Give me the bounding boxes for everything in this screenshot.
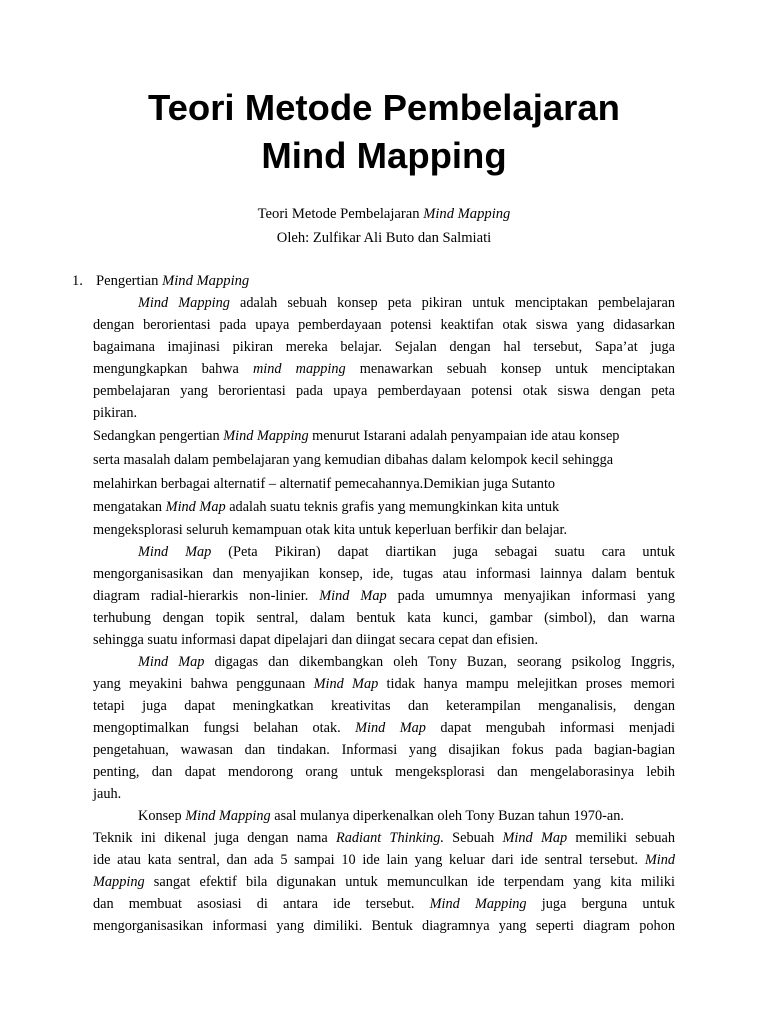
paragraph-line [93, 337, 675, 357]
text-run: tetapi juga dapat meningkatkan kreativitas dan keterampilan menganalisis, dengan [93, 698, 675, 714]
paragraph-line [93, 403, 675, 423]
text-run: juga berguna untuk [526, 896, 675, 912]
paragraph-line [93, 520, 675, 540]
paragraph-line [93, 381, 675, 401]
text-run: dengan berorientasi pada upaya pemberdayaan potensi keaktifan otak siswa yang didasarkan [93, 317, 675, 333]
paragraph-line [93, 586, 675, 606]
text-run: bagaimana imajinasi pikiran mereka belajar. Sejalan dengan hal tersebut, Sapa’at juga [93, 339, 675, 355]
italic-term: Mind Mapping [185, 808, 271, 824]
paragraph-line [93, 426, 675, 446]
text-run: Sedangkan pengertian [93, 428, 224, 444]
text-run: pembelajaran yang berorientasi pada upaya pemberdayaan potensi otak siswa dengan peta [93, 383, 675, 399]
text-run: menawarkan sebuah konsep untuk menciptakan [345, 361, 675, 377]
italic-term: Mind Map [165, 499, 226, 515]
paragraph-line [93, 564, 675, 584]
text-run: asal mulanya diperkenalkan oleh Tony Buzan tahun 1970-an. [270, 808, 624, 824]
text-run: jauh. [93, 786, 122, 802]
text-run: terhubung dengan topik sentral, dalam bentuk kata kunci, gambar (simbol), dan warna [93, 610, 675, 626]
text-run: mengorganisasikan informasi yang dimiliki. Bentuk diagramnya yang seperti diagram pohon [93, 918, 675, 934]
italic-term: Mind Map [138, 544, 212, 560]
subtitle-italic: Mind Mapping [423, 206, 511, 222]
paragraph-line [93, 894, 675, 914]
paragraph-line [138, 293, 675, 313]
paragraph-line [93, 828, 675, 848]
paragraph-line [93, 630, 675, 650]
paragraph-line [93, 718, 675, 738]
text-run: sangat efektif bila digunakan untuk memunculkan ide terpendam yang kita miliki [144, 874, 675, 890]
text-run: diagram radial-hierarkis non-linier. [93, 588, 320, 604]
paragraph-line [93, 315, 675, 335]
title-line-1: Teori Metode Pembelajaran [148, 87, 620, 128]
text-run: mengoptimalkan fungsi belahan otak. [93, 720, 356, 736]
text-run: (Peta Pikiran) dapat diartikan juga sebagai suatu cara untuk [211, 544, 675, 560]
text-run: tidak hanya mampu melejitkan proses memori [378, 676, 675, 692]
paragraph-line [93, 450, 675, 470]
text-run: Sebuah [443, 830, 503, 846]
section-label-italic: Mind Mapping [162, 273, 250, 289]
paragraph-line [93, 474, 675, 494]
text-run: sehingga suatu informasi dapat dipelajari dan diingat secara cepat dan efisien. [93, 632, 539, 648]
italic-term: Mind Map [502, 830, 568, 846]
subtitle-prefix: Teori Metode Pembelajaran [257, 206, 424, 222]
text-run: digagas dan dikembangkan oleh Tony Buzan, seorang psikolog Inggris, [204, 654, 676, 670]
title-line-2: Mind Mapping [261, 135, 507, 176]
paragraph-line [93, 608, 675, 628]
text-run: mengatakan [93, 499, 166, 515]
text-run: mengeksplorasi seluruh kemampuan otak kita untuk keperluan berfikir dan belajar. [93, 522, 568, 538]
italic-term: Mind Mapping [223, 428, 309, 444]
subtitle [0, 204, 768, 224]
paragraph-line [138, 542, 675, 562]
text-run: melahirkan berbagai alternatif – alternatif pemecahannya.Demikian juga Sutanto [93, 476, 556, 492]
text-run: adalah sebuah konsep peta pikiran untuk menciptakan pembelajaran [229, 295, 675, 311]
paragraph-line [93, 762, 675, 782]
paragraph-line [138, 806, 675, 826]
author-line: Oleh: Zulfikar Ali Buto dan Salmiati [276, 230, 492, 246]
paragraph-line [93, 497, 675, 517]
paragraph-line [93, 850, 675, 870]
text-run: Konsep [138, 808, 186, 824]
text-run: dapat mengubah informasi menjadi [425, 720, 675, 736]
text-run: yang meyakini bahwa penggunaan [93, 676, 314, 692]
italic-term: Radiant Thinking. [336, 830, 444, 846]
text-run: pikiran. [93, 405, 138, 421]
text-run: pada umumnya menyajikan informasi yang [386, 588, 675, 604]
paragraph-line [93, 359, 675, 379]
document-title [0, 84, 768, 180]
section-number: 1. [72, 273, 83, 289]
text-run: Teknik ini dikenal juga dengan nama [93, 830, 336, 846]
text-run: pengetahuan, wawasan dan tindakan. Informasi yang disajikan fokus pada bagian-bagian [93, 742, 675, 758]
paragraph-line [93, 696, 675, 716]
text-run: serta masalah dalam pembelajaran yang kemudian dibahas dalam kelompok kecil sehingga [93, 452, 614, 468]
italic-term: Mind Mapping [429, 896, 527, 912]
text-run: ide atau kata sentral, dan ada 5 sampai 10 ide lain yang keluar dari ide sentral tersebut. [93, 852, 645, 868]
italic-term: Mind [644, 852, 675, 868]
section-heading [72, 271, 249, 291]
paragraph-line [93, 674, 675, 694]
text-run: mengorganisasikan dan menyajikan konsep, ide, tugas atau informasi lainnya dalam bentuk [93, 566, 675, 582]
italic-term: Mind Map [355, 720, 426, 736]
text-run: mengungkapkan bahwa [93, 361, 253, 377]
paragraph-line [138, 652, 675, 672]
text-run: adalah suatu teknis grafis yang memungkinkan kita untuk [225, 499, 560, 515]
text-run: dan membuat asosiasi di antara ide tersebut. [93, 896, 430, 912]
italic-term: Mind Map [313, 676, 379, 692]
text-run: penting, dan dapat mendorong orang untuk mengeksplorasi dan mengelaborasinya lebih [93, 764, 675, 780]
text-run: menurut Istarani adalah penyampaian ide atau konsep [308, 428, 620, 444]
italic-term: Mapping [93, 874, 145, 890]
paragraph-line [93, 740, 675, 760]
paragraph-line [93, 784, 675, 804]
text-run: memiliki sebuah [567, 830, 675, 846]
italic-term: Mind Map [138, 654, 205, 670]
section-label: Pengertian [96, 273, 163, 289]
italic-term: Mind Map [319, 588, 387, 604]
paragraph-line [93, 872, 675, 892]
italic-term: Mind Mapping [138, 295, 230, 311]
paragraph-line [93, 916, 675, 936]
italic-term: mind mapping [252, 361, 346, 377]
